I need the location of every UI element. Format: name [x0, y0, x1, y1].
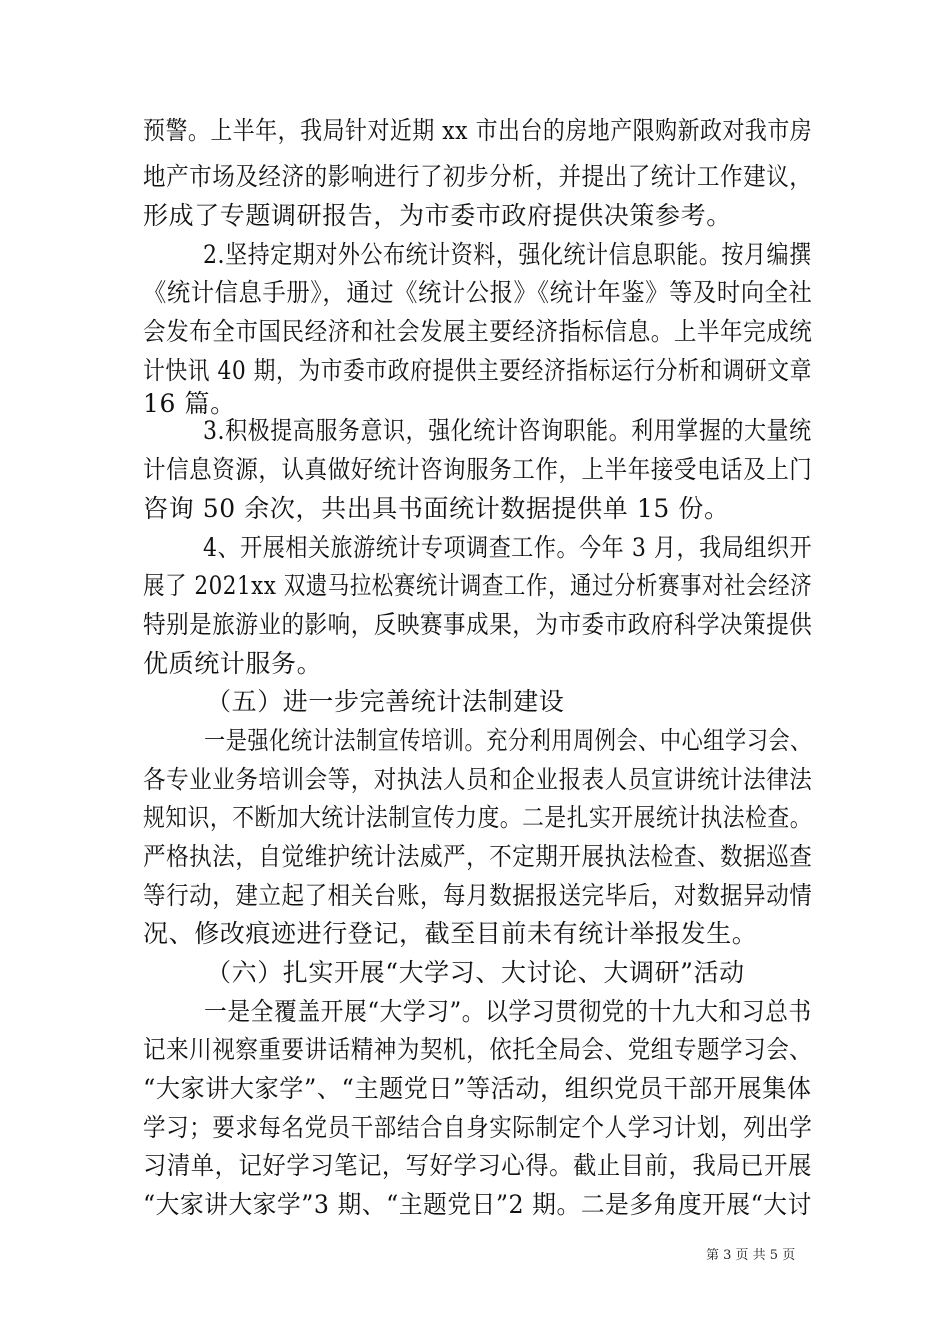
text-line: 学习；要求每名党员干部结合自身实际制定个人学习计划，列出学 [143, 1113, 813, 1142]
text-line: 记来川视察重要讲话精神为契机，依托全局会、党组专题学习会、 [143, 1035, 813, 1064]
text-line: 《统计信息手册》，通过《统计公报》《统计年鉴》等及时向全社 [143, 278, 813, 307]
text-line: 规知识，不断加大统计法制宣传力度。二是扎实开展统计执法检查。 [143, 803, 813, 832]
text-line: 计快讯 40 期，为市委市政府提供主要经济指标运行分析和调研文章 [143, 356, 812, 385]
text-line: 特别是旅游业的影响，反映赛事成果，为市委市政府科学决策提供 [143, 610, 813, 639]
text-line: 展了 2021xx 双遗马拉松赛统计调查工作，通过分析赛事对社会经济 [143, 571, 813, 600]
text-line: 2.坚持定期对外公布统计资料，强化统计信息职能。按月编撰 [203, 240, 812, 269]
text-line: 计信息资源，认真做好统计咨询服务工作，上半年接受电话及上门 [143, 455, 813, 484]
section-heading: （六）扎实开展“大学习、大讨论、大调研”活动 [206, 958, 745, 987]
text-line: 各专业业务培训会等，对执法人员和企业报表人员宣讲统计法律法 [143, 765, 813, 794]
text-line: 预警。上半年，我局针对近期 xx 市出台的房地产限购新政对我市房 [143, 116, 813, 145]
text-line: 会发布全市国民经济和社会发展主要经济指标信息。上半年完成统 [143, 317, 813, 346]
text-line: 咨询 50 余次，共出具书面统计数据提供单 15 份。 [143, 494, 730, 523]
text-line: 3.积极提高服务意识，强化统计咨询职能。利用掌握的大量统 [203, 416, 812, 445]
text-line: “大家讲大家学”3 期、“主题党日”2 期。二是多角度开展“大讨 [143, 1190, 812, 1219]
page-number-footer: 第 3 页 共 5 页 [706, 1248, 796, 1263]
text-line: 4、开展相关旅游统计专项调查工作。今年 3 月，我局组织开 [203, 533, 813, 562]
text-line: 一是全覆盖开展“大学习”。以学习贯彻党的十九大和习总书 [204, 997, 812, 1026]
text-line: 习清单，记好学习笔记，写好学习心得。截止目前，我局已开展 [143, 1151, 812, 1180]
text-line: 一是强化统计法制宣传培训。充分利用周例会、中心组学习会、 [204, 726, 812, 755]
section-heading: （五）进一步完善统计法制建设 [206, 687, 565, 716]
text-line: 形成了专题调研报告，为市委市政府提供决策参考。 [143, 201, 732, 230]
text-line: 地产市场及经济的影响进行了初步分析，并提出了统计工作建议， [143, 162, 813, 191]
text-line: 况、修改痕迹进行登记，截至目前未有统计举报发生。 [143, 919, 758, 948]
text-line: 优质统计服务。 [143, 649, 323, 678]
text-line: 16 篇。 [143, 389, 236, 418]
text-line: 严格执法，自觉维护统计法威严，不定期开展执法检查、数据巡查 [143, 842, 813, 871]
text-line: “大家讲大家学”、“主题党日”等活动，组织党员干部开展集体 [143, 1074, 812, 1103]
text-line: 等行动，建立起了相关台账，每月数据报送完毕后，对数据异动情 [143, 881, 813, 910]
